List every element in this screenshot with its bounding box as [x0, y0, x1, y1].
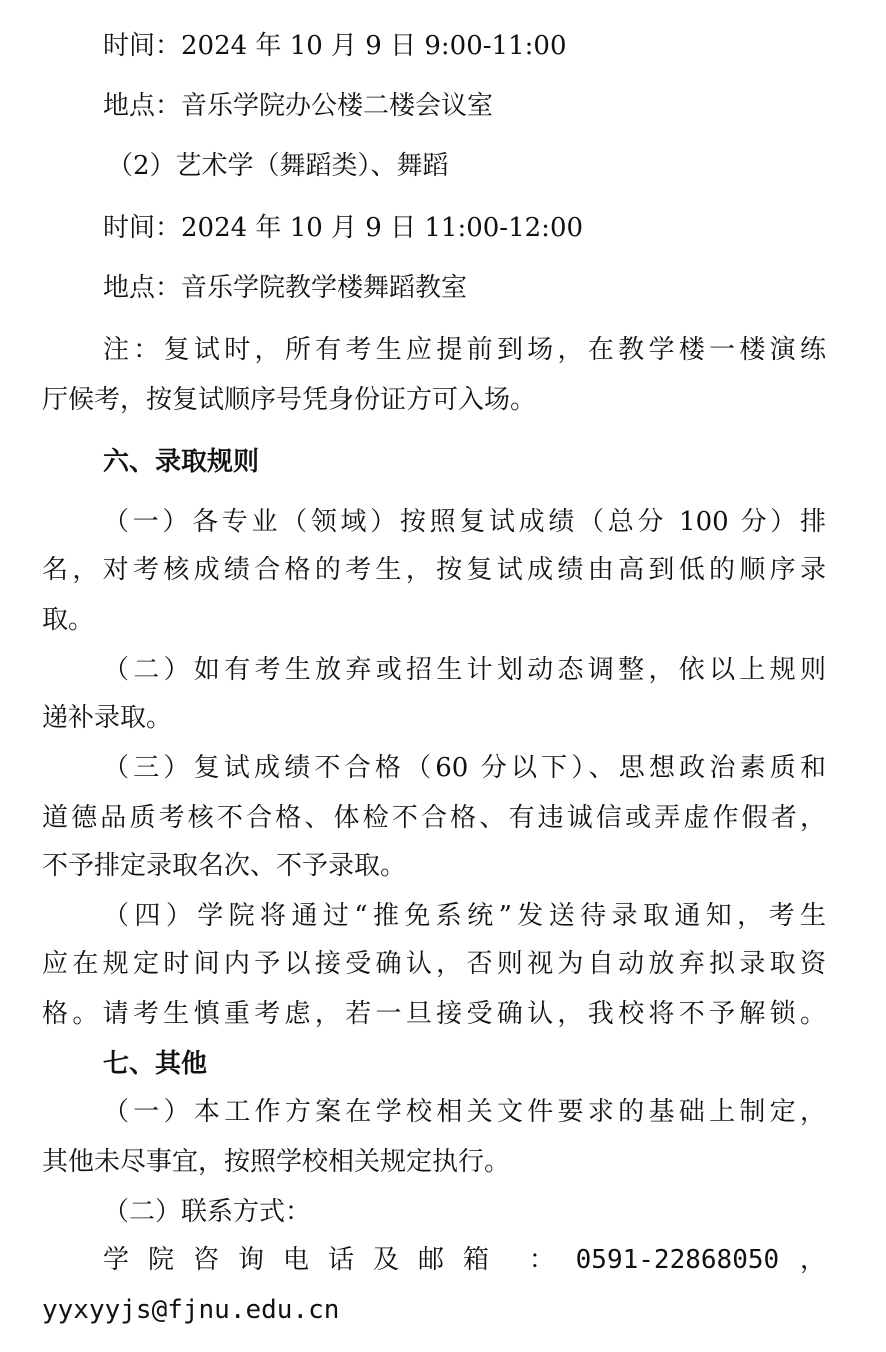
- other-1-line-2: 其他未尽事宜，按照学校相关规定执行。: [42, 1147, 511, 1177]
- rule-1-line-2: 名，对考核成绩合格的考生，按复试成绩由高到低的顺序录: [42, 555, 826, 585]
- rule-4-line-2: 应在规定时间内予以接受确认，否则视为自动放弃拟录取资: [42, 949, 826, 979]
- rule-4-line-1: （四）学院将通过“推免系统”发送待录取通知，考生: [103, 901, 826, 931]
- section-dance-heading: （2）艺术学（舞蹈类）、舞蹈: [107, 151, 449, 181]
- rule-1-line-1: （一）各专业（领域）按照复试成绩（总分 100 分）排: [103, 507, 826, 537]
- time-line-2: 时间：2024 年 10 月 9 日 11:00-12:00: [103, 213, 584, 243]
- note-line-2: 厅候考，按复试顺序号凭身份证方可入场。: [42, 385, 537, 415]
- rule-3-line-1: （三）复试成绩不合格（60 分以下）、思想政治素质和: [103, 753, 826, 783]
- rule-4-line-3: 格。请考生慎重考虑，若一旦接受确认，我校将不予解锁。: [42, 999, 826, 1029]
- rule-3-line-2: 道德品质考核不合格、体检不合格、有违诚信或弄虚作假者，: [42, 803, 826, 833]
- contact-phone: 0591-22868050: [575, 1245, 780, 1275]
- contact-line: [103, 1240, 826, 1280]
- heading-admission-rules: 六、录取规则: [103, 447, 260, 477]
- contact-label: 学院咨询电话及邮箱: [103, 1245, 509, 1275]
- location-line-2: 地点：音乐学院教学楼舞蹈教室: [103, 273, 468, 303]
- contact-email: yyxyyjs@fjnu.edu.cn: [42, 1295, 340, 1325]
- location-line-1: 地点：音乐学院办公楼二楼会议室: [103, 91, 494, 121]
- rule-1-line-3: 取。: [42, 605, 95, 635]
- other-1-line-1: （一）本工作方案在学校相关文件要求的基础上制定，: [103, 1097, 826, 1127]
- note-line-1: 注：复试时，所有考生应提前到场，在教学楼一楼演练: [103, 335, 826, 365]
- other-2-heading: （二）联系方式：: [103, 1197, 312, 1227]
- heading-other: 七、其他: [103, 1049, 208, 1079]
- rule-2-line-1: （二）如有考生放弃或招生计划动态调整，依以上规则: [103, 655, 826, 685]
- rule-3-line-3: 不予排定录取名次、不予录取。: [42, 851, 407, 881]
- contact-comma: ，: [799, 1245, 826, 1275]
- rule-2-line-2: 递补录取。: [42, 703, 173, 733]
- contact-colon: ：: [528, 1245, 555, 1275]
- time-line-1: 时间：2024 年 10 月 9 日 9:00-11:00: [103, 31, 567, 61]
